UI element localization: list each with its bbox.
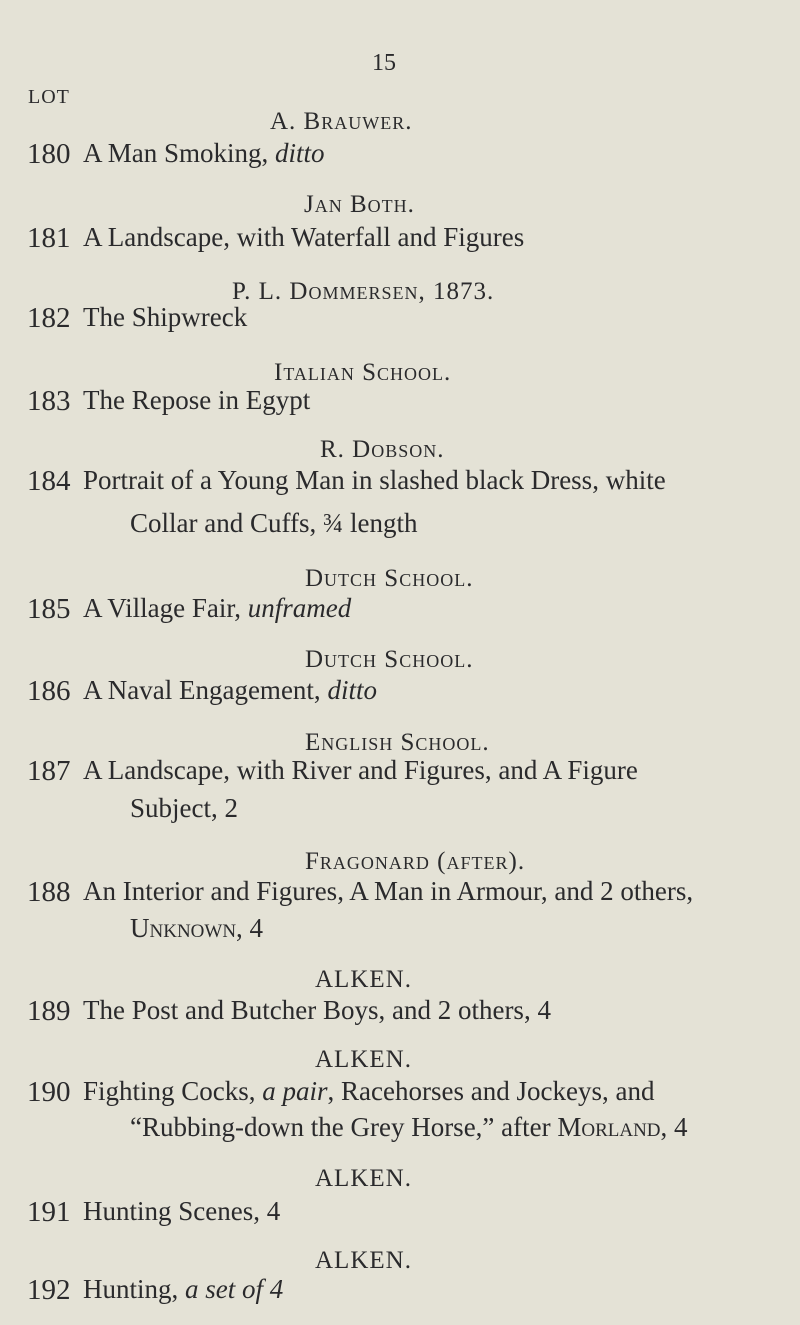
page-number: 15 (372, 50, 396, 76)
lot-number: 187 (27, 755, 71, 787)
artist-name: Dutch School. (305, 565, 474, 592)
lot-title: A Naval Engagement, ditto (83, 675, 377, 705)
artist-name: Jan Both. (304, 191, 415, 218)
artist-name: P. L. Dommersen, 1873. (232, 278, 495, 305)
lot-title-continued: “Rubbing-down the Grey Horse,” after Morland, 4 (130, 1112, 688, 1142)
lot-number: 184 (27, 465, 71, 497)
artist-name: ALKEN. (315, 1165, 412, 1192)
artist-name: Dutch School. (305, 646, 474, 673)
artist-name: Fragonard (after). (305, 848, 526, 875)
lot-title: A Man Smoking, ditto (83, 138, 325, 168)
lot-number: 190 (27, 1076, 71, 1108)
lot-title: Hunting, a set of 4 (83, 1274, 284, 1304)
lot-title: The Repose in Egypt (83, 385, 311, 415)
lot-title: An Interior and Figures, A Man in Armour, and 2 others, (83, 876, 694, 906)
lot-number: 191 (27, 1196, 71, 1228)
lot-number: 185 (27, 593, 71, 625)
lot-title: Hunting Scenes, 4 (83, 1196, 281, 1226)
lot-title: The Shipwreck (83, 302, 248, 332)
lot-title: Portrait of a Young Man in slashed black Dress, white (83, 465, 666, 495)
lot-title-continued: Unknown, 4 (130, 913, 264, 943)
artist-name: ALKEN. (315, 966, 412, 993)
lot-number: 192 (27, 1274, 71, 1306)
lot-title: A Landscape, with River and Figures, and A Figure (83, 755, 638, 785)
lot-number: 181 (27, 222, 71, 254)
artist-name: R. Dobson. (320, 436, 445, 463)
artist-name: Italian School. (274, 359, 452, 386)
lot-title: Fighting Cocks, a pair, Racehorses and Jockeys, and (83, 1076, 655, 1106)
lot-number: 189 (27, 995, 71, 1027)
lot-number: 188 (27, 876, 71, 908)
artist-name: ALKEN. (315, 1046, 412, 1073)
artist-name: English School. (305, 729, 490, 756)
lot-title-continued: Subject, 2 (130, 793, 238, 823)
artist-name: A. Brauwer. (270, 108, 413, 135)
lot-number: 182 (27, 302, 71, 334)
lot-number: 183 (27, 385, 71, 417)
lot-title-continued: Collar and Cuffs, ¾ length (130, 508, 418, 538)
lot-number: 186 (27, 675, 71, 707)
lot-title: A Village Fair, unframed (83, 593, 352, 623)
lot-title: A Landscape, with Waterfall and Figures (83, 222, 525, 252)
lot-column-header: LOT (28, 86, 70, 108)
lot-title: The Post and Butcher Boys, and 2 others, 4 (83, 995, 551, 1025)
artist-name: ALKEN. (315, 1247, 412, 1274)
lot-number: 180 (27, 138, 71, 170)
